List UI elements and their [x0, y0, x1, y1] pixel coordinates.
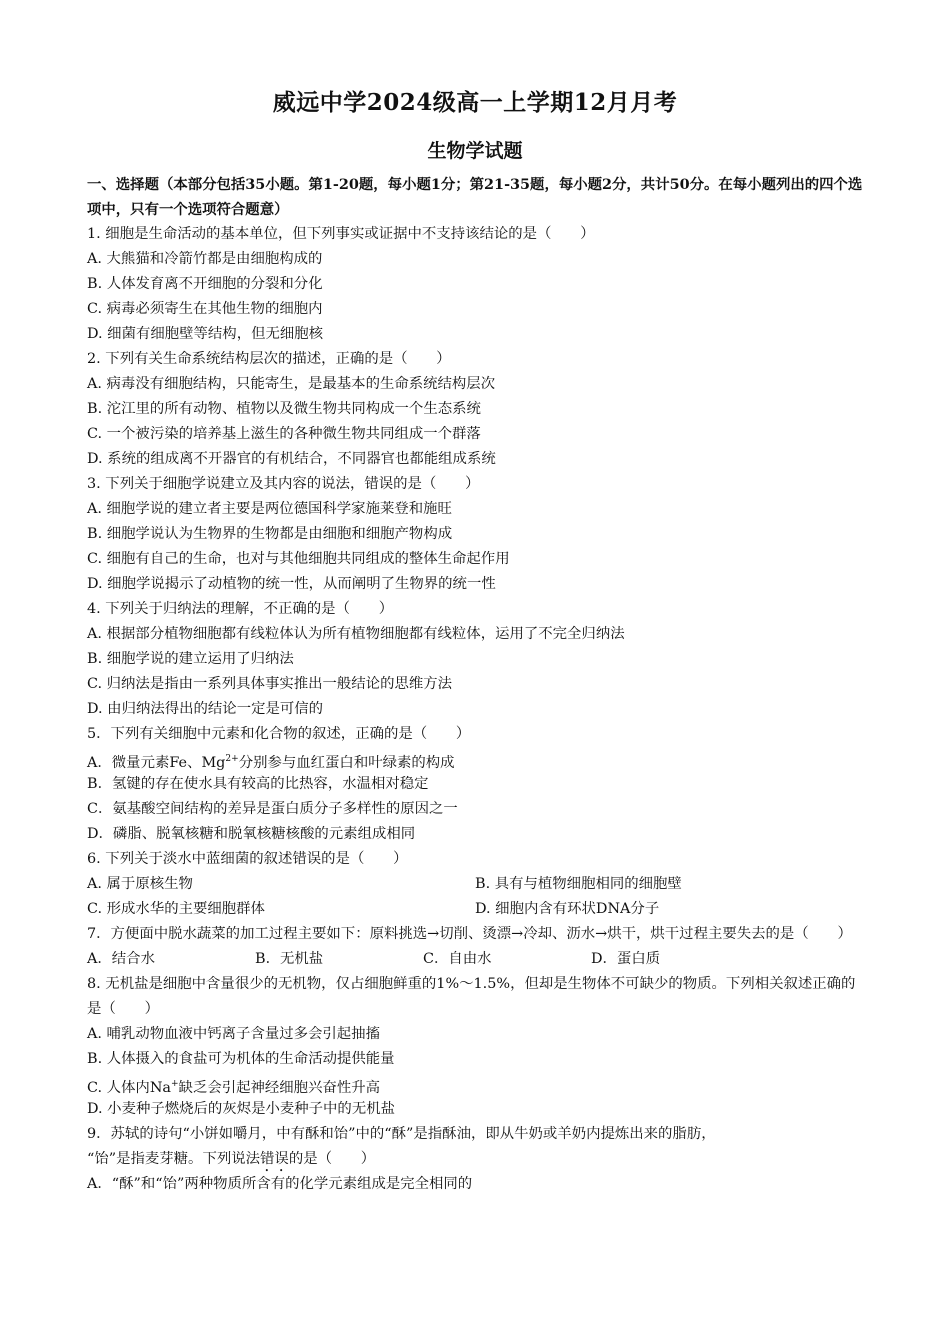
option-a: A. 大熊猫和冷箭竹都是由细胞构成的 [87, 251, 323, 267]
options-row-1 [87, 872, 867, 897]
exam-subtitle: 生物学试题 [427, 140, 523, 162]
option-b: B. 沱江里的所有动物、植物以及微生物共同构成一个生态系统 [87, 401, 481, 417]
option-d: D. 细菌有细胞壁等结构，但无细胞核 [87, 326, 324, 342]
question-8 [87, 972, 867, 1122]
section-heading: 一、选择题（本部分包括35小题。第1-20题，每小题1分；第21-35题，每小题2分，共计50分。在每小题列出的四个选项中，只有一个选项符合题意） [87, 176, 863, 218]
option-c-text: C. 人体内Na [87, 1079, 171, 1096]
exam-content [87, 172, 867, 1197]
option-b: B. 人体发育离不开细胞的分裂和分化 [87, 276, 323, 292]
question-stem: 7．方便面中脱水蔬菜的加工过程主要如下：原料挑选→切削、烫漂→冷却、沥水→烘干，烘干过程主要失去的是（ ） [87, 926, 852, 942]
superscript-charge: 2+ [225, 754, 239, 764]
question-1 [87, 222, 867, 347]
question-9 [87, 1122, 867, 1197]
question-stem-line-2 [87, 1147, 867, 1172]
question-5 [87, 722, 867, 847]
option-c-rest: 缺乏会引起神经细胞兴奋性升高 [178, 1079, 381, 1096]
option-d: D. 系统的组成离不开器官的有机结合，不同器官也都能组成系统 [87, 451, 496, 467]
option-c [87, 1072, 867, 1097]
question-stem: 2. 下列有关生命系统结构层次的描述，正确的是（ ） [87, 351, 451, 367]
option-b: B. 细胞学说的建立运用了归纳法 [87, 651, 294, 667]
option-a: A．结合水 [87, 951, 155, 967]
option-c: C．氨基酸空间结构的差异是蛋白质分子多样性的原因之一 [87, 801, 458, 817]
option-b: B. 具有与植物细胞相同的细胞壁 [475, 876, 682, 892]
question-3 [87, 472, 867, 597]
option-d: D. 小麦种子燃烧后的灰烬是小麦种子中的无机盐 [87, 1101, 395, 1117]
stem-text: “饴”是指麦芽糖。下列说法 [87, 1151, 261, 1167]
option-a: A. 根据部分植物细胞都有线粒体认为所有植物细胞都有线粒体，运用了不完全归纳法 [87, 626, 625, 642]
option-a-rest: 分别参与血红蛋白和叶绿素的构成 [238, 754, 455, 771]
option-c: C. 形成水华的主要细胞群体 [87, 901, 265, 917]
option-c: C．自由水 [423, 951, 492, 967]
question-2 [87, 347, 867, 472]
option-b: B. 细胞学说认为生物界的生物都是由细胞和细胞产物构成 [87, 526, 453, 542]
option-d: D．蛋白质 [591, 951, 661, 967]
question-4 [87, 597, 867, 722]
option-a: A. 哺乳动物血液中钙离子含量过多会引起抽搐 [87, 1026, 380, 1042]
option-a: A．“酥”和“饴”两种物质所含有的化学元素组成是完全相同的 [87, 1176, 473, 1192]
question-stem: 1. 细胞是生命活动的基本单位，但下列事实或证据中不支持该结论的是（ ） [87, 226, 595, 242]
option-a [87, 747, 867, 772]
option-a: A. 细胞学说的建立者主要是两位德国科学家施莱登和施旺 [87, 501, 452, 517]
option-d: D. 细胞内含有环状DNA分子 [475, 901, 660, 917]
option-b: B．无机盐 [255, 951, 324, 967]
option-c: C. 归纳法是指由一系列具体事实推出一般结论的思维方法 [87, 676, 453, 692]
option-c: C. 一个被污染的培养基上滋生的各种微生物共同组成一个群落 [87, 426, 481, 442]
emphasized-word: 错误 [260, 1151, 289, 1167]
option-a-text: A．微量元素Fe、Mg [87, 754, 226, 771]
question-stem: 5．下列有关细胞中元素和化合物的叙述，正确的是（ ） [87, 726, 471, 742]
question-stem-line-1: 9．苏轼的诗句“小饼如嚼月，中有酥和饴”中的“酥”是指酥油，即从牛奶或羊奶内提炼出来的脂肪， [87, 1126, 716, 1142]
option-d: D. 由归纳法得出的结论一定是可信的 [87, 701, 324, 717]
option-a: A. 属于原核生物 [87, 876, 193, 892]
option-c: C. 细胞有自己的生命，也对与其他细胞共同组成的整体生命起作用 [87, 551, 510, 567]
option-b: B．氢键的存在使水具有较高的比热容，水温相对稳定 [87, 776, 429, 792]
option-c: C. 病毒必须寄生在其他生物的细胞内 [87, 301, 323, 317]
question-6 [87, 847, 867, 922]
option-d: D. 细胞学说揭示了动植物的统一性，从而阐明了生物界的统一性 [87, 576, 496, 592]
question-7 [87, 922, 867, 972]
options-row [87, 947, 867, 972]
superscript-charge: + [171, 1079, 179, 1089]
stem-text-rest: 的是（ ） [288, 1151, 376, 1167]
option-d: D．磷脂、脱氧核糖和脱氧核糖核酸的元素组成相同 [87, 826, 416, 842]
question-stem: 6. 下列关于淡水中蓝细菌的叙述错误的是（ ） [87, 851, 408, 867]
question-stem: 8. 无机盐是细胞中含量很少的无机物，仅占细胞鲜重的1%～1.5%，但却是生物体不可缺少的物质。下列相关叙述正确的是（ ） [87, 976, 856, 1017]
option-b: B. 人体摄入的食盐可为机体的生命活动提供能量 [87, 1051, 395, 1067]
options-row-2 [87, 897, 867, 922]
question-stem: 3. 下列关于细胞学说建立及其内容的说法，错误的是（ ） [87, 476, 480, 492]
option-a: A. 病毒没有细胞结构，只能寄生，是最基本的生命系统结构层次 [87, 376, 496, 392]
exam-title: 威远中学2024级高一上学期12月月考 [272, 89, 678, 116]
question-stem: 4. 下列关于归纳法的理解，不正确的是（ ） [87, 601, 394, 617]
